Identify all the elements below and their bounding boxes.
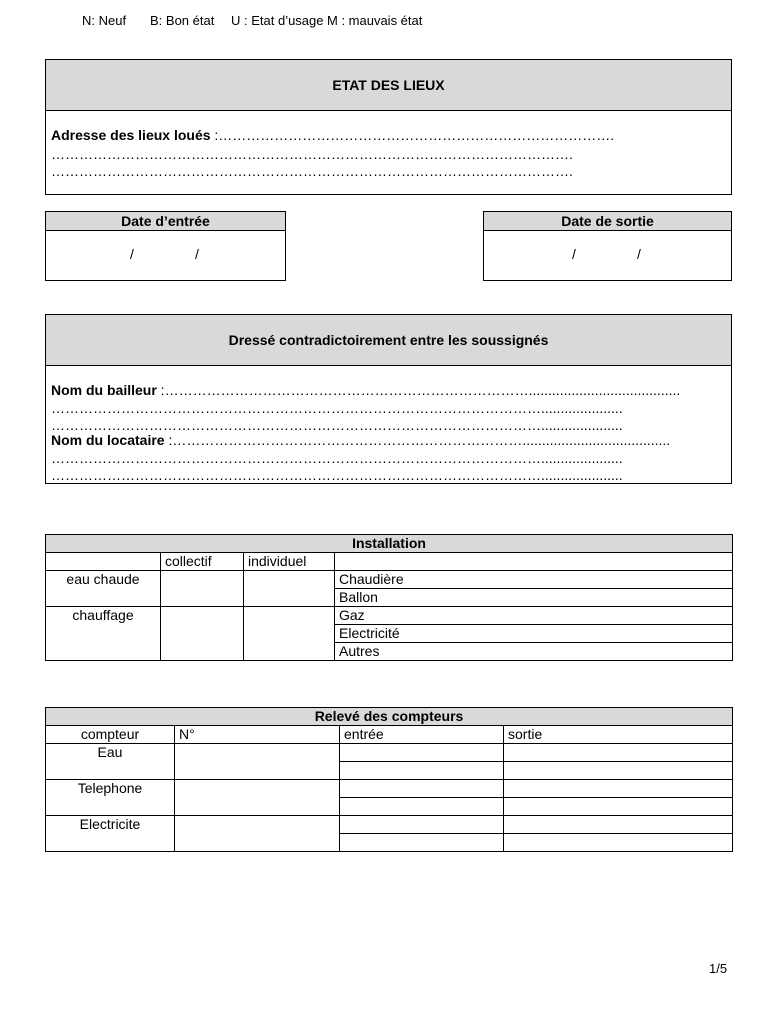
meter-electricity-entry-1[interactable] [340,816,504,834]
address-line-2[interactable]: …………………………………………………………………………………………………. [51,146,573,162]
hot-water-individual-cell[interactable] [244,571,335,607]
meter-telephone-exit-1[interactable] [504,780,733,798]
meter-water-entry-2[interactable] [340,762,504,780]
heating-collective-cell[interactable] [161,607,244,661]
meter-telephone-entry-2[interactable] [340,798,504,816]
installation-table [45,534,733,661]
landlord-line-1[interactable] [51,382,726,398]
address-line-1[interactable] [51,127,726,143]
tenant-line-3[interactable]: ……………………………………………………………………………………………..................... [51,467,623,483]
heating-option-gas[interactable]: Gaz [335,607,733,625]
meter-telephone-exit-2[interactable] [504,798,733,816]
installation-heating: chauffage [46,607,161,661]
landlord-label: Nom du bailleur [51,382,157,398]
document-title: ETAT DES LIEUX [46,60,731,111]
installation-col-collective: collectif [161,553,244,571]
installation-col-individual: individuel [244,553,335,571]
landlord-dots-1: :……………………………………………………………………....................................... [156,382,681,398]
tenant-label: Nom du locataire [51,432,165,448]
meter-electricity-number[interactable] [175,816,340,852]
meters-col-exit: sortie [504,726,733,744]
meter-electricity-exit-2[interactable] [504,834,733,852]
parties-box [45,314,732,484]
meter-electricity: Electricite [46,816,175,852]
exit-date-sep-2: / [637,246,641,262]
meters-col-entry: entrée [340,726,504,744]
entry-date-label: Date d’entrée [46,212,285,231]
entry-date-field[interactable] [46,231,285,280]
entry-date-sep-2: / [195,246,199,262]
exit-date-box [483,211,732,281]
hot-water-option-tank[interactable]: Ballon [335,589,733,607]
table-row [46,744,733,762]
table-row [46,780,733,798]
meter-electricity-exit-1[interactable] [504,816,733,834]
meters-col-meter: compteur [46,726,175,744]
landlord-line-3[interactable]: ……………………………………………………………………………………………..................... [51,417,623,433]
condition-legend [0,13,768,31]
legend-mauvais: M : mauvais état [327,13,423,28]
table-row [46,607,733,625]
page-number: 1/5 [709,961,728,976]
installation-hot-water: eau chaude [46,571,161,607]
tenant-line-2[interactable]: ……………………………………………………………………………………………..................... [51,450,623,466]
meter-telephone: Telephone [46,780,175,816]
tenant-dots-1: :…………………………………………………………………...................................... [164,432,671,448]
landlord-line-2[interactable]: ……………………………………………………………………………………………..................... [51,400,623,416]
meter-electricity-entry-2[interactable] [340,834,504,852]
table-row [46,726,733,744]
header-box [45,59,732,195]
hot-water-collective-cell[interactable] [161,571,244,607]
legend-usage: U : Etat d’usage [231,13,324,28]
address-line-3[interactable]: …………………………………………………………………………………………………. [51,163,573,179]
legend-bon-etat: B: Bon état [150,13,215,28]
meter-water-exit-1[interactable] [504,744,733,762]
address-dots-1: :…………………………………………………………………………. [210,127,615,143]
meter-water: Eau [46,744,175,780]
meter-telephone-number[interactable] [175,780,340,816]
heating-option-electricity[interactable]: Electricité [335,625,733,643]
table-row [46,571,733,589]
meters-col-number: N° [175,726,340,744]
heating-individual-cell[interactable] [244,607,335,661]
address-label: Adresse des lieux loués [51,127,211,143]
installation-title: Installation [46,535,733,553]
exit-date-field[interactable] [484,231,731,280]
installation-header-empty-2 [335,553,733,571]
hot-water-option-boiler[interactable]: Chaudière [335,571,733,589]
legend-neuf: N: Neuf [82,13,127,28]
meter-water-entry-1[interactable] [340,744,504,762]
installation-header-empty [46,553,161,571]
entry-date-sep-1: / [130,246,134,262]
meters-table [45,707,733,852]
parties-title: Dressé contradictoirement entre les soussignés [46,315,731,366]
heating-option-other[interactable]: Autres [335,643,733,661]
meter-telephone-entry-1[interactable] [340,780,504,798]
table-row [46,553,733,571]
tenant-line-1[interactable] [51,432,726,448]
meters-title: Relevé des compteurs [46,708,733,726]
entry-date-box [45,211,286,281]
meter-water-exit-2[interactable] [504,762,733,780]
table-row [46,816,733,834]
meter-water-number[interactable] [175,744,340,780]
exit-date-sep-1: / [572,246,576,262]
exit-date-label: Date de sortie [484,212,731,231]
